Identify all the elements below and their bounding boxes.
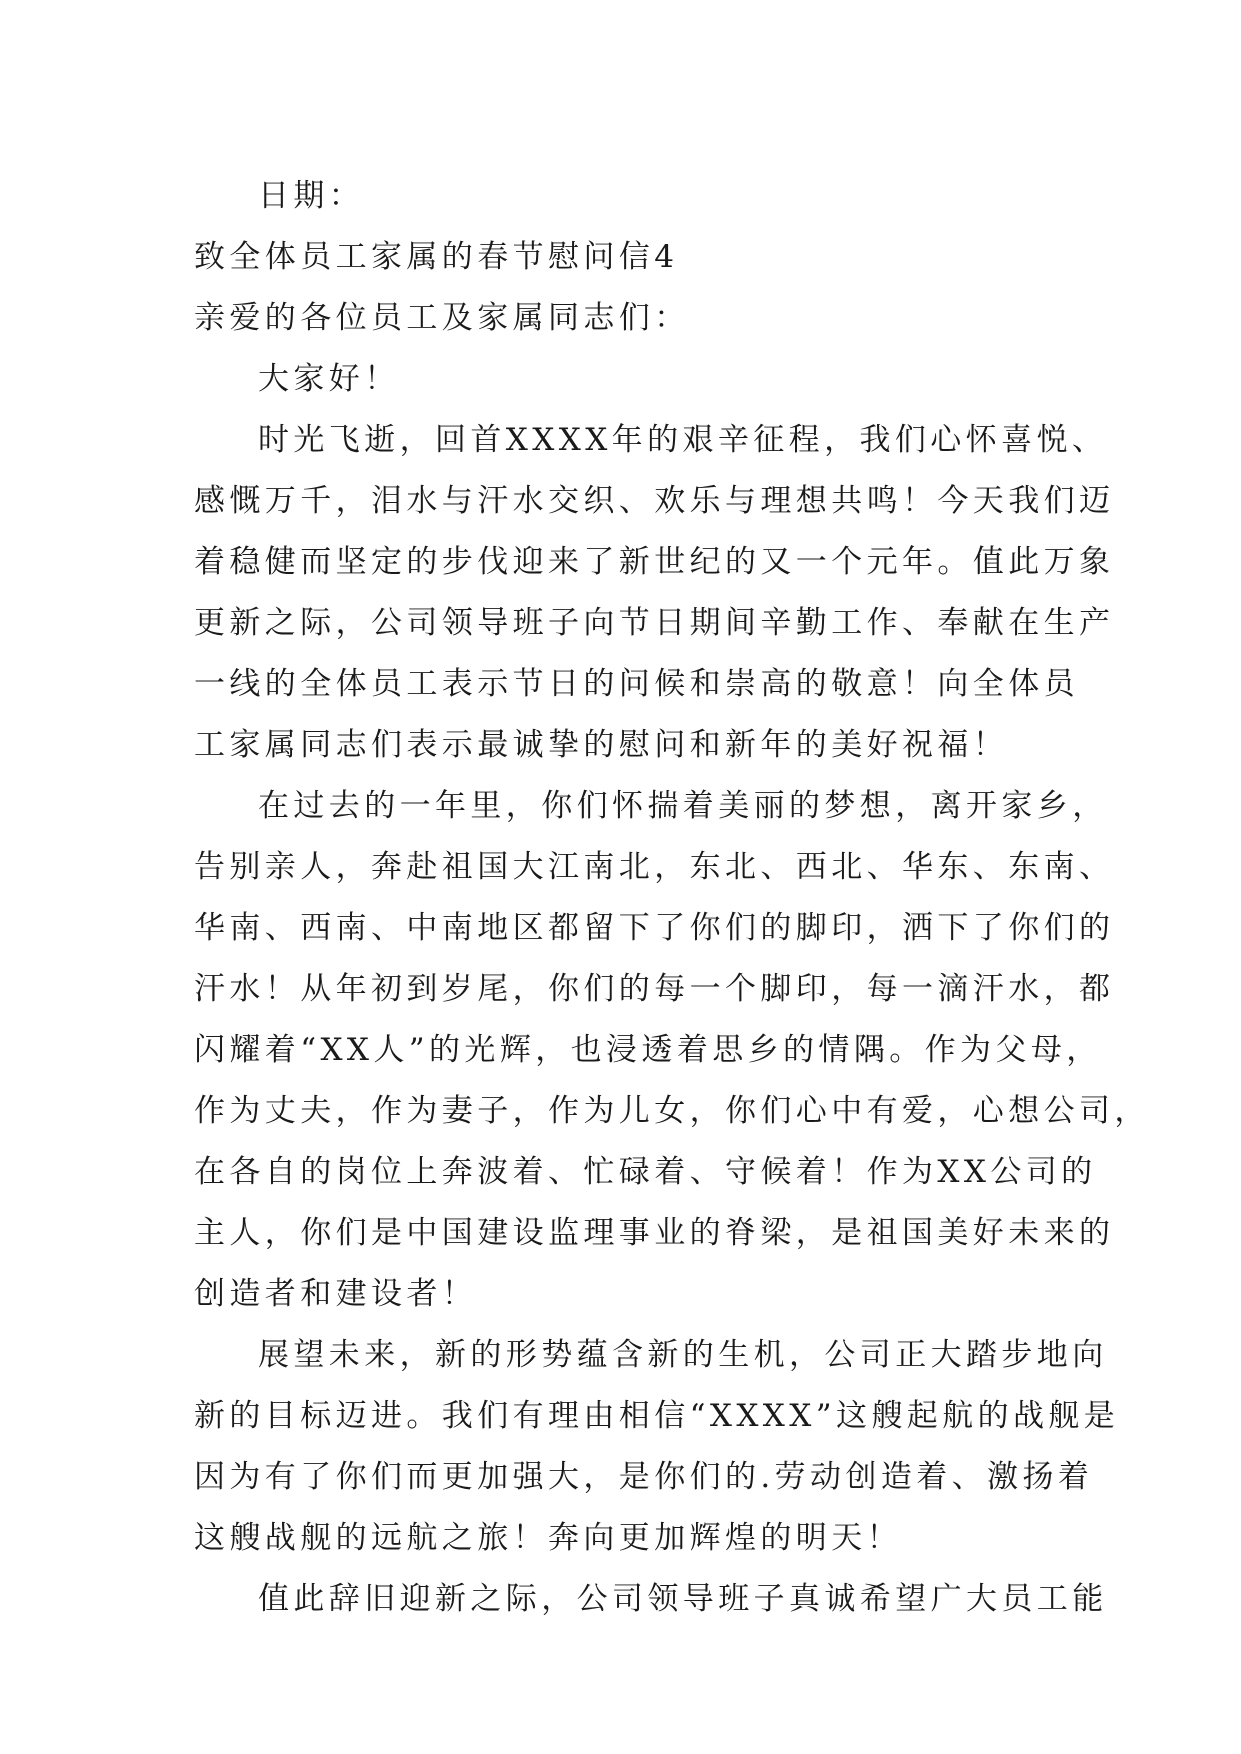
paragraph-line: 因为有了你们而更加强大，是你们的.劳动创造着、激扬着	[194, 1459, 1094, 1495]
paragraph-line: 告别亲人，奔赴祖国大江南北，东北、西北、华东、东南、	[194, 849, 1115, 885]
paragraph-line: 作为丈夫，作为妻子，作为儿女，你们心中有爱，心想公司，	[194, 1093, 1150, 1129]
paragraph-line: 展望未来，新的形势蕴含新的生机，公司正大踏步地向	[258, 1337, 1108, 1373]
paragraph-line: 一线的全体员工表示节日的问候和崇高的敬意！向全体员	[194, 666, 1079, 702]
paragraph-line: 在各自的岗位上奔波着、忙碌着、守候着！作为XX公司的	[194, 1154, 1097, 1190]
paragraph-line: 更新之际，公司领导班子向节日期间辛勤工作、奉献在生产	[194, 605, 1115, 641]
paragraph-line: 感慨万千，泪水与汗水交织、欢乐与理想共鸣！今天我们迈	[194, 483, 1115, 519]
letter-body	[194, 166, 1150, 1630]
paragraph-line: 汗水！从年初到岁尾，你们的每一个脚印，每一滴汗水，都	[194, 971, 1115, 1007]
paragraph-line: 主人，你们是中国建设监理事业的脊梁，是祖国美好未来的	[194, 1215, 1115, 1251]
paragraph-line: 着稳健而坚定的步伐迎来了新世纪的又一个元年。值此万象	[194, 544, 1115, 580]
greeting: 大家好！	[258, 361, 400, 397]
paragraph-line: 新的目标迈进。我们有理由相信“XXXX”这艘起航的战舰是	[194, 1398, 1120, 1434]
paragraph-line: 闪耀着“XX人”的光辉，也浸透着思乡的情隅。作为父母，	[194, 1032, 1102, 1068]
date-line: 日期：	[258, 178, 365, 214]
paragraph-line: 在过去的一年里，你们怀揣着美丽的梦想，离开家乡，	[258, 788, 1108, 824]
salutation: 亲爱的各位员工及家属同志们：	[194, 300, 690, 336]
paragraph-line: 华南、西南、中南地区都留下了你们的脚印，洒下了你们的	[194, 910, 1115, 946]
paragraph-line: 创造者和建设者！	[194, 1276, 478, 1312]
paragraph-line: 这艘战舰的远航之旅！奔向更加辉煌的明天！	[194, 1520, 902, 1556]
paragraph-line: 工家属同志们表示最诚挚的慰问和新年的美好祝福！	[194, 727, 1009, 763]
letter-title: 致全体员工家属的春节慰问信4	[194, 239, 679, 275]
paragraph-line: 时光飞逝，回首XXXX年的艰辛征程，我们心怀喜悦、	[258, 422, 1108, 458]
paragraph-line: 值此辞旧迎新之际，公司领导班子真诚希望广大员工能	[258, 1581, 1108, 1617]
